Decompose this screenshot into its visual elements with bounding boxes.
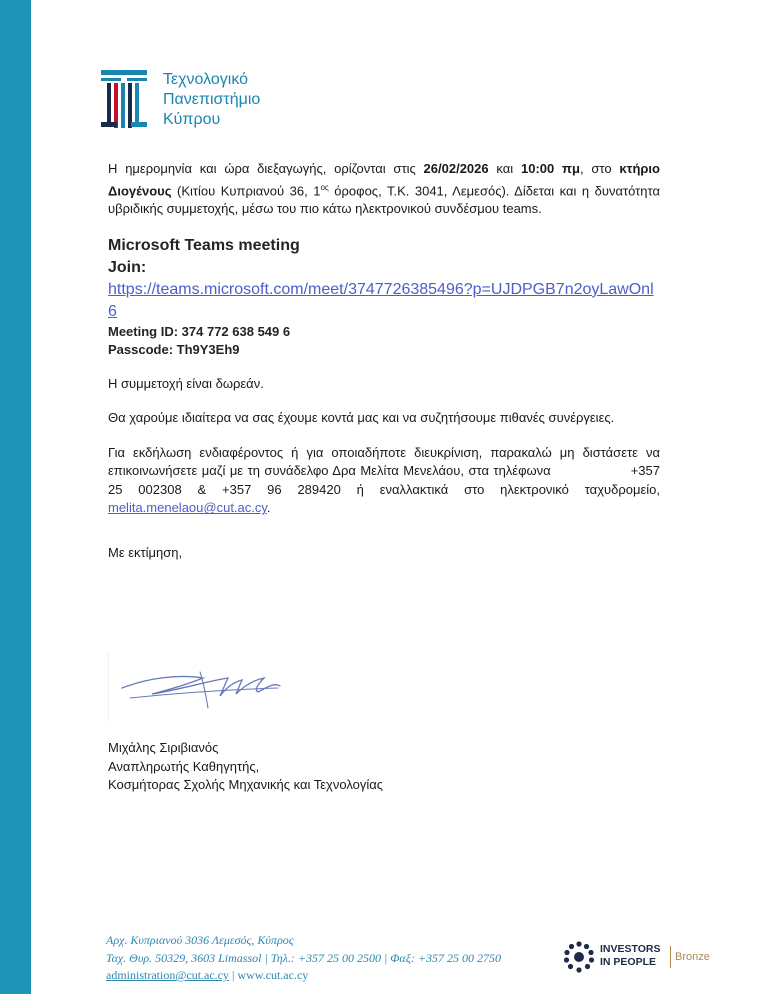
signatory-block bbox=[108, 739, 383, 795]
university-logo bbox=[101, 70, 301, 130]
iip-separator bbox=[670, 946, 671, 968]
side-accent-bar bbox=[0, 0, 31, 994]
logo-text-line1: Τεχνολογικό bbox=[163, 71, 249, 88]
handwritten-signature bbox=[108, 648, 298, 722]
university-logo-icon bbox=[101, 70, 147, 128]
meeting-passcode: Passcode: Th9Y3Eh9 bbox=[108, 341, 240, 357]
investors-in-people-icon bbox=[562, 940, 596, 974]
free-participation-paragraph: Η συμμετοχή είναι δωρεάν. bbox=[108, 375, 264, 391]
synergies-paragraph: Θα χαρούμε ιδιαίτερα να σας έχουμε κοντά μας και να συζητήσουμε πιθανές συνέργειες. bbox=[108, 410, 615, 426]
investors-in-people-badge bbox=[562, 940, 732, 976]
logo-text-line3: Κύπρου bbox=[163, 111, 221, 128]
teams-meeting-link[interactable]: https://teams.microsoft.com/meet/3747726385496?p=UJDPGB7n2oyLawOnl6 bbox=[108, 280, 654, 320]
meeting-date: 26/02/2026 bbox=[423, 161, 489, 176]
iip-tier: Bronze bbox=[675, 951, 710, 963]
letter-body bbox=[108, 160, 660, 562]
logo-text-line2: Πανεπιστήμιο bbox=[163, 91, 261, 108]
teams-meeting-title: Microsoft Teams meeting bbox=[108, 236, 300, 254]
footer-contact: Ταχ. Θυρ. 50329, 3603 Limassol | Τηλ.: +357 25 00 2500 | Φαξ: +357 25 00 2750 bbox=[106, 950, 501, 965]
teams-meeting-block bbox=[108, 235, 660, 359]
footer bbox=[106, 932, 501, 985]
footer-email-link[interactable]: administration@cut.ac.cy bbox=[106, 968, 230, 982]
footer-address: Αρχ. Κυπριανού 3036 Λεμεσός, Κύπρος bbox=[106, 933, 294, 947]
contact-paragraph: Για εκδήλωση ενδιαφέροντος ή για οποιαδήποτε διευκρίνιση, παρακαλώ μη διστάσετε να επικοινωνήσετε μαζί με τη συνάδελφο Δρα Μελίτα Μενελάου, στα τηλέφωνα +357 25 002308 & +357 96 289420 ή εναλλακτικά στο ηλεκτρονικό ταχυδρομείο, melita.menelaou@cut.ac.cy. bbox=[108, 444, 660, 516]
footer-website[interactable]: www.cut.ac.cy bbox=[237, 968, 309, 982]
meeting-time: 10:00 πμ bbox=[520, 161, 580, 176]
iip-line2: IN PEOPLE bbox=[600, 956, 657, 968]
footer-links: administration@cut.ac.cy | www.cut.ac.cy bbox=[106, 968, 309, 982]
meeting-id: Meeting ID: 374 772 638 549 6 bbox=[108, 323, 291, 339]
signatory-role: Κοσμήτορας Σχολής Μηχανικής και Τεχνολογίας bbox=[108, 777, 384, 792]
signatory-name: Μιχάλης Σιριβιανός bbox=[108, 740, 219, 755]
intro-paragraph: Η ημερομηνία και ώρα διεξαγωγής, ορίζονται στις 26/02/2026 και 10:00 πμ, στο κτήριο Διογένους (Κιτίου Κυπριανού 36, $1^{o\varsigma}$ όροφος, Τ.Κ. 3041, Λεμεσός). Δίδεται και η δυνατότητα υβριδικής συμμετοχής, μέσω του πιο κάτω ηλεκτρονικού συνδέσμου teams. bbox=[108, 161, 661, 217]
iip-line1: INVESTORS bbox=[600, 943, 661, 955]
teams-join-label: Join: bbox=[108, 258, 147, 276]
signatory-title: Αναπληρωτής Καθηγητής, bbox=[108, 758, 260, 774]
closing-line: Με εκτίμηση, bbox=[108, 544, 183, 560]
contact-email-link[interactable]: melita.menelaou@cut.ac.cy bbox=[108, 500, 267, 516]
meeting-building: κτήριο Διογένους bbox=[108, 161, 660, 198]
